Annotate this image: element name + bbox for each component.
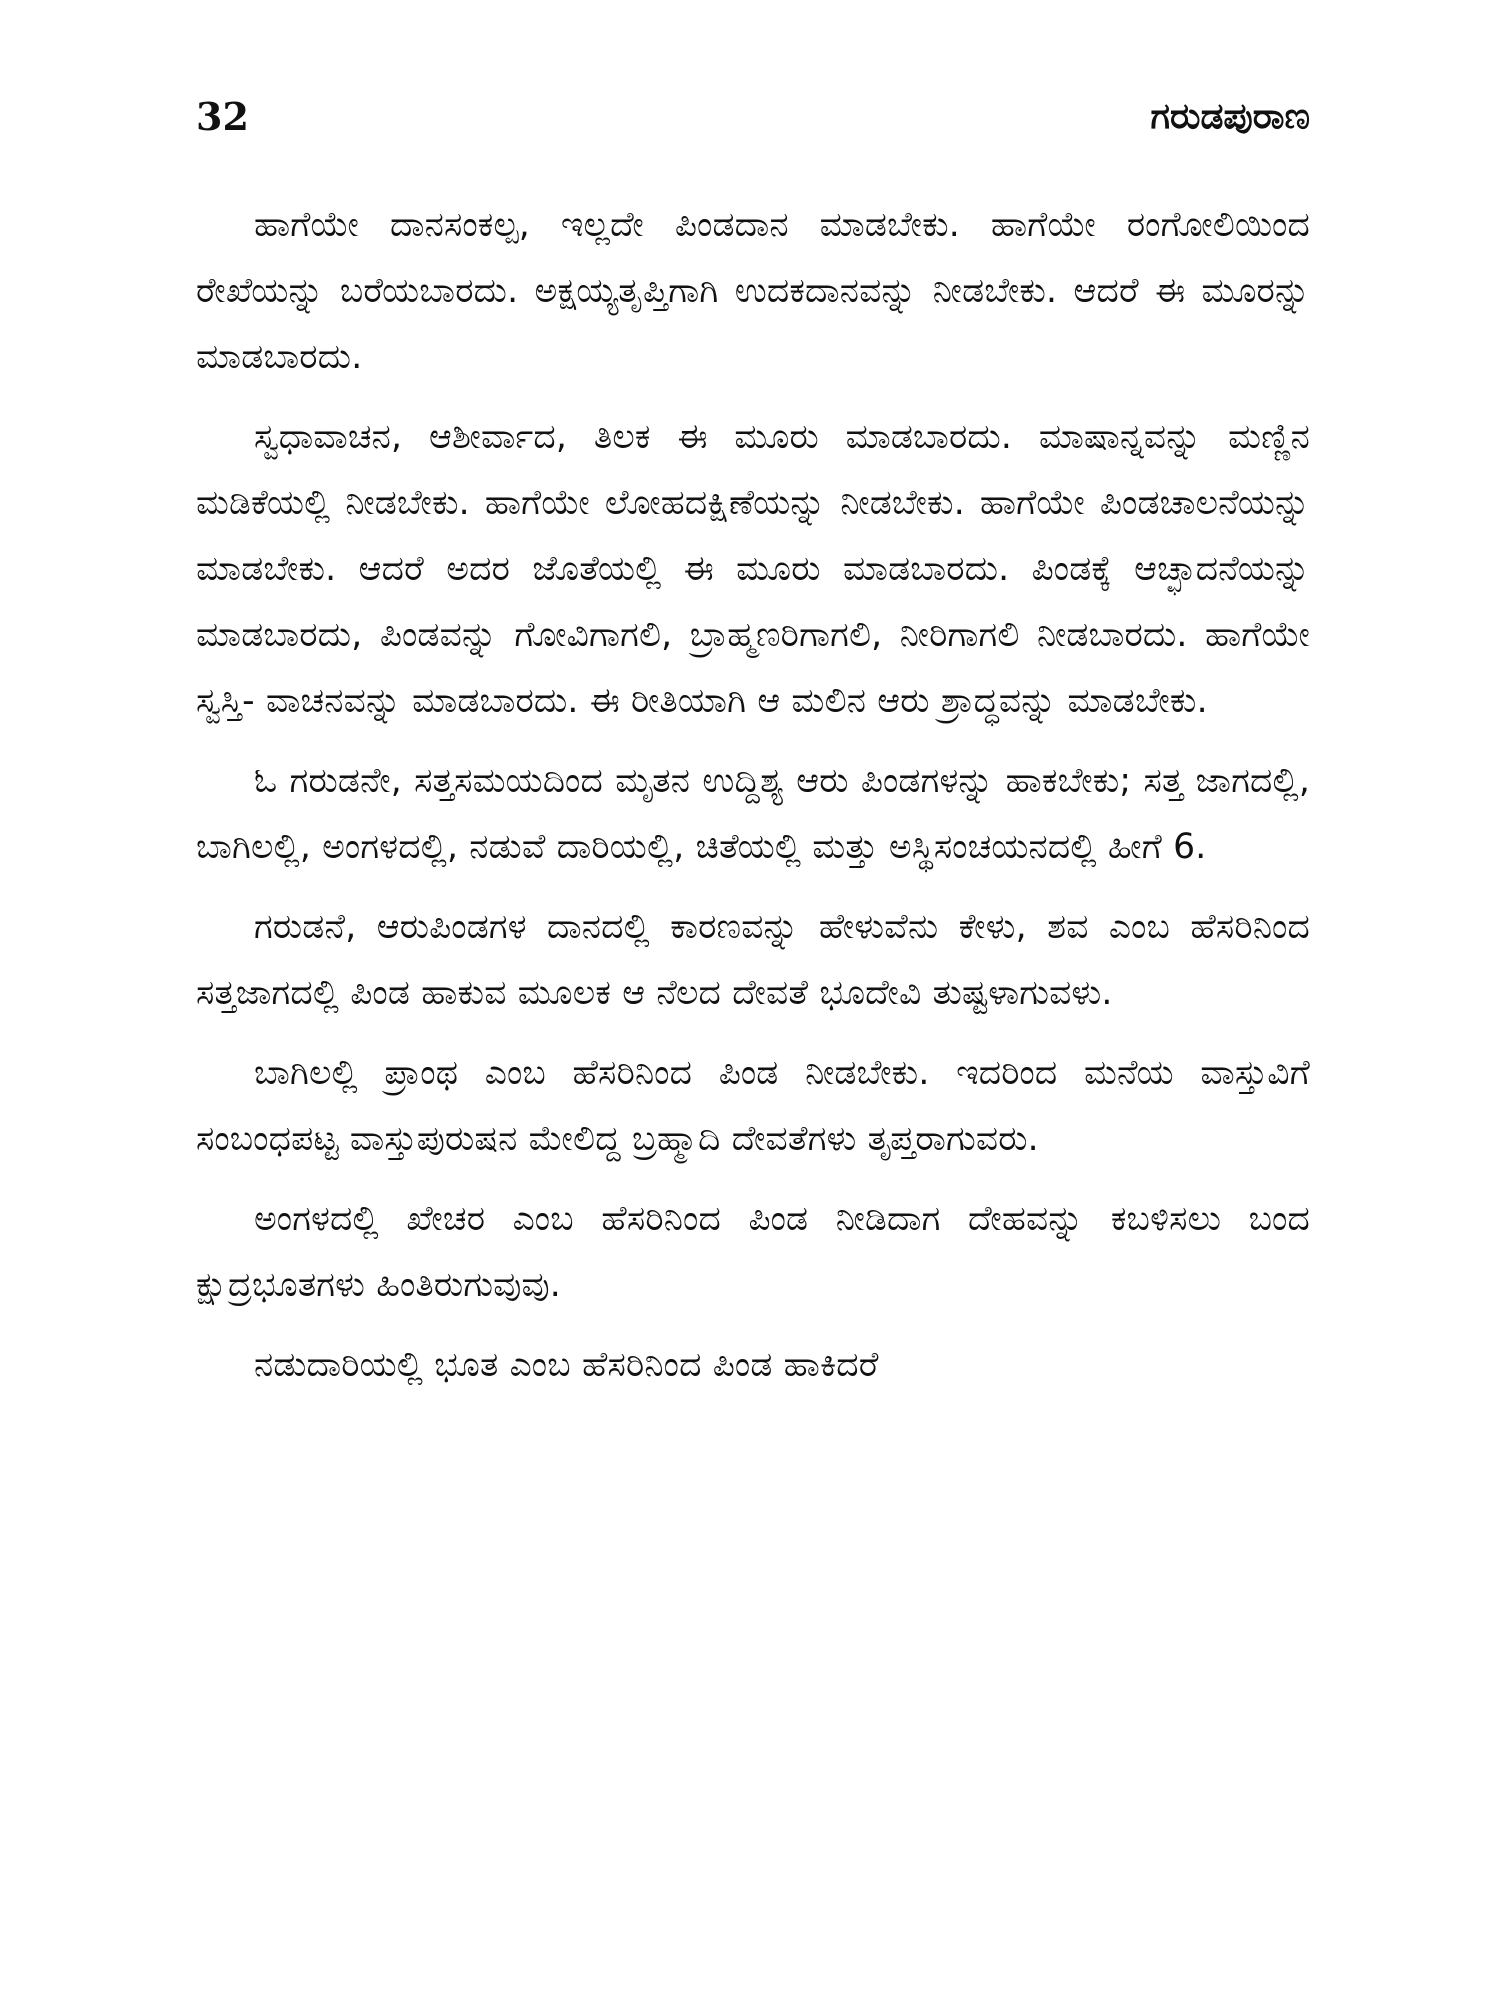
paragraph: ನಡುದಾರಿಯಲ್ಲಿ ಭೂತ ಎಂಬ ಹೆಸರಿನಿಂದ ಪಿಂಡ ಹಾಕಿದರೆ bbox=[254, 1345, 879, 1385]
paragraph: ಬಾಗಿಲಲ್ಲಿ ಪ್ರಾಂಥ ಎಂಬ ಹೆಸರಿನಿಂದ ಪಿಂಡ ನೀಡಬೇಕು. ಇದರಿಂದ ಮನೆಯ ವಾಸ್ತುವಿಗೆ ಸಂಬಂಧಪಟ್ಟ ವಾಸ್ತುಪುರುಷನ ಮೇಲಿದ್ದ ಬ್ರಹ್ಮಾದಿ ದೇವತೆಗಳು ತೃಪ್ತರಾಗುವರು. bbox=[196, 1053, 1310, 1159]
paragraph: ಓ ಗರುಡನೇ, ಸತ್ತಸಮಯದಿಂದ ಮೃತನ ಉದ್ದಿಶ್ಯ ಆರು ಪಿಂಡಗಳನ್ನು ಹಾಕಬೇಕು; ಸತ್ತ ಜಾಗದಲ್ಲಿ, ಬಾಗಿಲಲ್ಲಿ, ಅಂಗಳದಲ್ಲಿ, ನಡುವೆ ದಾರಿಯಲ್ಲಿ, ಚಿತೆಯಲ್ಲಿ ಮತ್ತು ಅಸ್ಥಿಸಂಚಯನದಲ್ಲಿ ಹೀಗೆ 6. bbox=[196, 761, 1310, 867]
body-text bbox=[196, 192, 1310, 1982]
page-header bbox=[196, 92, 1310, 152]
paragraph: ಸ್ವಧಾವಾಚನ, ಆಶೀರ್ವಾದ, ತಿಲಕ ಈ ಮೂರು ಮಾಡಬಾರದು. ಮಾಷಾನ್ನವನ್ನು ಮಣ್ಣಿನ ಮಡಿಕೆಯಲ್ಲಿ ನೀಡಬೇಕು. ಹಾಗೆಯೇ ಲೋಹದಕ್ಷಿಣೆಯನ್ನು ನೀಡಬೇಕು. ಹಾಗೆಯೇ ಪಿಂಡಚಾಲನೆಯನ್ನು ಮಾಡಬೇಕು. ಆದರೆ ಅದರ ಜೊತೆಯಲ್ಲಿ ಈ ಮೂರು ಮಾಡಬಾರದು. ಪಿಂಡಕ್ಕೆ ಆಚ್ಛಾದನೆಯನ್ನು ಮಾಡಬಾರದು, ಪಿಂಡವನ್ನು ಗೋವಿಗಾಗಲಿ, ಬ್ರಾಹ್ಮಣರಿಗಾಗಲಿ, ನೀರಿಗಾಗಲಿ ನೀಡಬಾರದು. ಹಾಗೆಯೇ ಸ್ವಸ್ತಿ- ವಾಚನವನ್ನು ಮಾಡಬಾರದು. ಈ ರೀತಿಯಾಗಿ ಆ ಮಲಿನ ಆರು ಶ್ರಾದ್ಧವನ್ನು ಮಾಡಬೇಕು. bbox=[196, 417, 1310, 721]
paragraph: ಗರುಡನೆ, ಆರುಪಿಂಡಗಳ ದಾನದಲ್ಲಿ ಕಾರಣವನ್ನು ಹೇಳುವೆನು ಕೇಳು, ಶವ ಎಂಬ ಹೆಸರಿನಿಂದ ಸತ್ತಜಾಗದಲ್ಲಿ ಪಿಂಡ ಹಾಕುವ ಮೂಲಕ ಆ ನೆಲದ ದೇವತೆ ಭೂದೇವಿ ತುಷ್ಟಳಾಗುವಳು. bbox=[196, 907, 1310, 1013]
paragraph: ಹಾಗೆಯೇ ದಾನಸಂಕಲ್ಪ, ಇಲ್ಲದೇ ಪಿಂಡದಾನ ಮಾಡಬೇಕು. ಹಾಗೆಯೇ ರಂಗೋಲಿಯಿಂದ ರೇಖೆಯನ್ನು ಬರೆಯಬಾರದು. ಅಕ್ಷಯ್ಯತೃಪ್ತಿಗಾಗಿ ಉದಕದಾನವನ್ನು ನೀಡಬೇಕು. ಆದರೆ ಈ ಮೂರನ್ನು ಮಾಡಬಾರದು. bbox=[196, 205, 1310, 377]
running-title: ಗರುಡಪುರಾಣ bbox=[1150, 96, 1310, 137]
paragraph: ಅಂಗಳದಲ್ಲಿ ಖೇಚರ ಎಂಬ ಹೆಸರಿನಿಂದ ಪಿಂಡ ನೀಡಿದಾಗ ದೇಹವನ್ನು ಕಬಳಿಸಲು ಬಂದ ಕ್ಷುದ್ರಭೂತಗಳು ಹಿಂತಿರುಗುವುವು. bbox=[196, 1199, 1310, 1305]
page-number: 32 bbox=[196, 94, 249, 139]
